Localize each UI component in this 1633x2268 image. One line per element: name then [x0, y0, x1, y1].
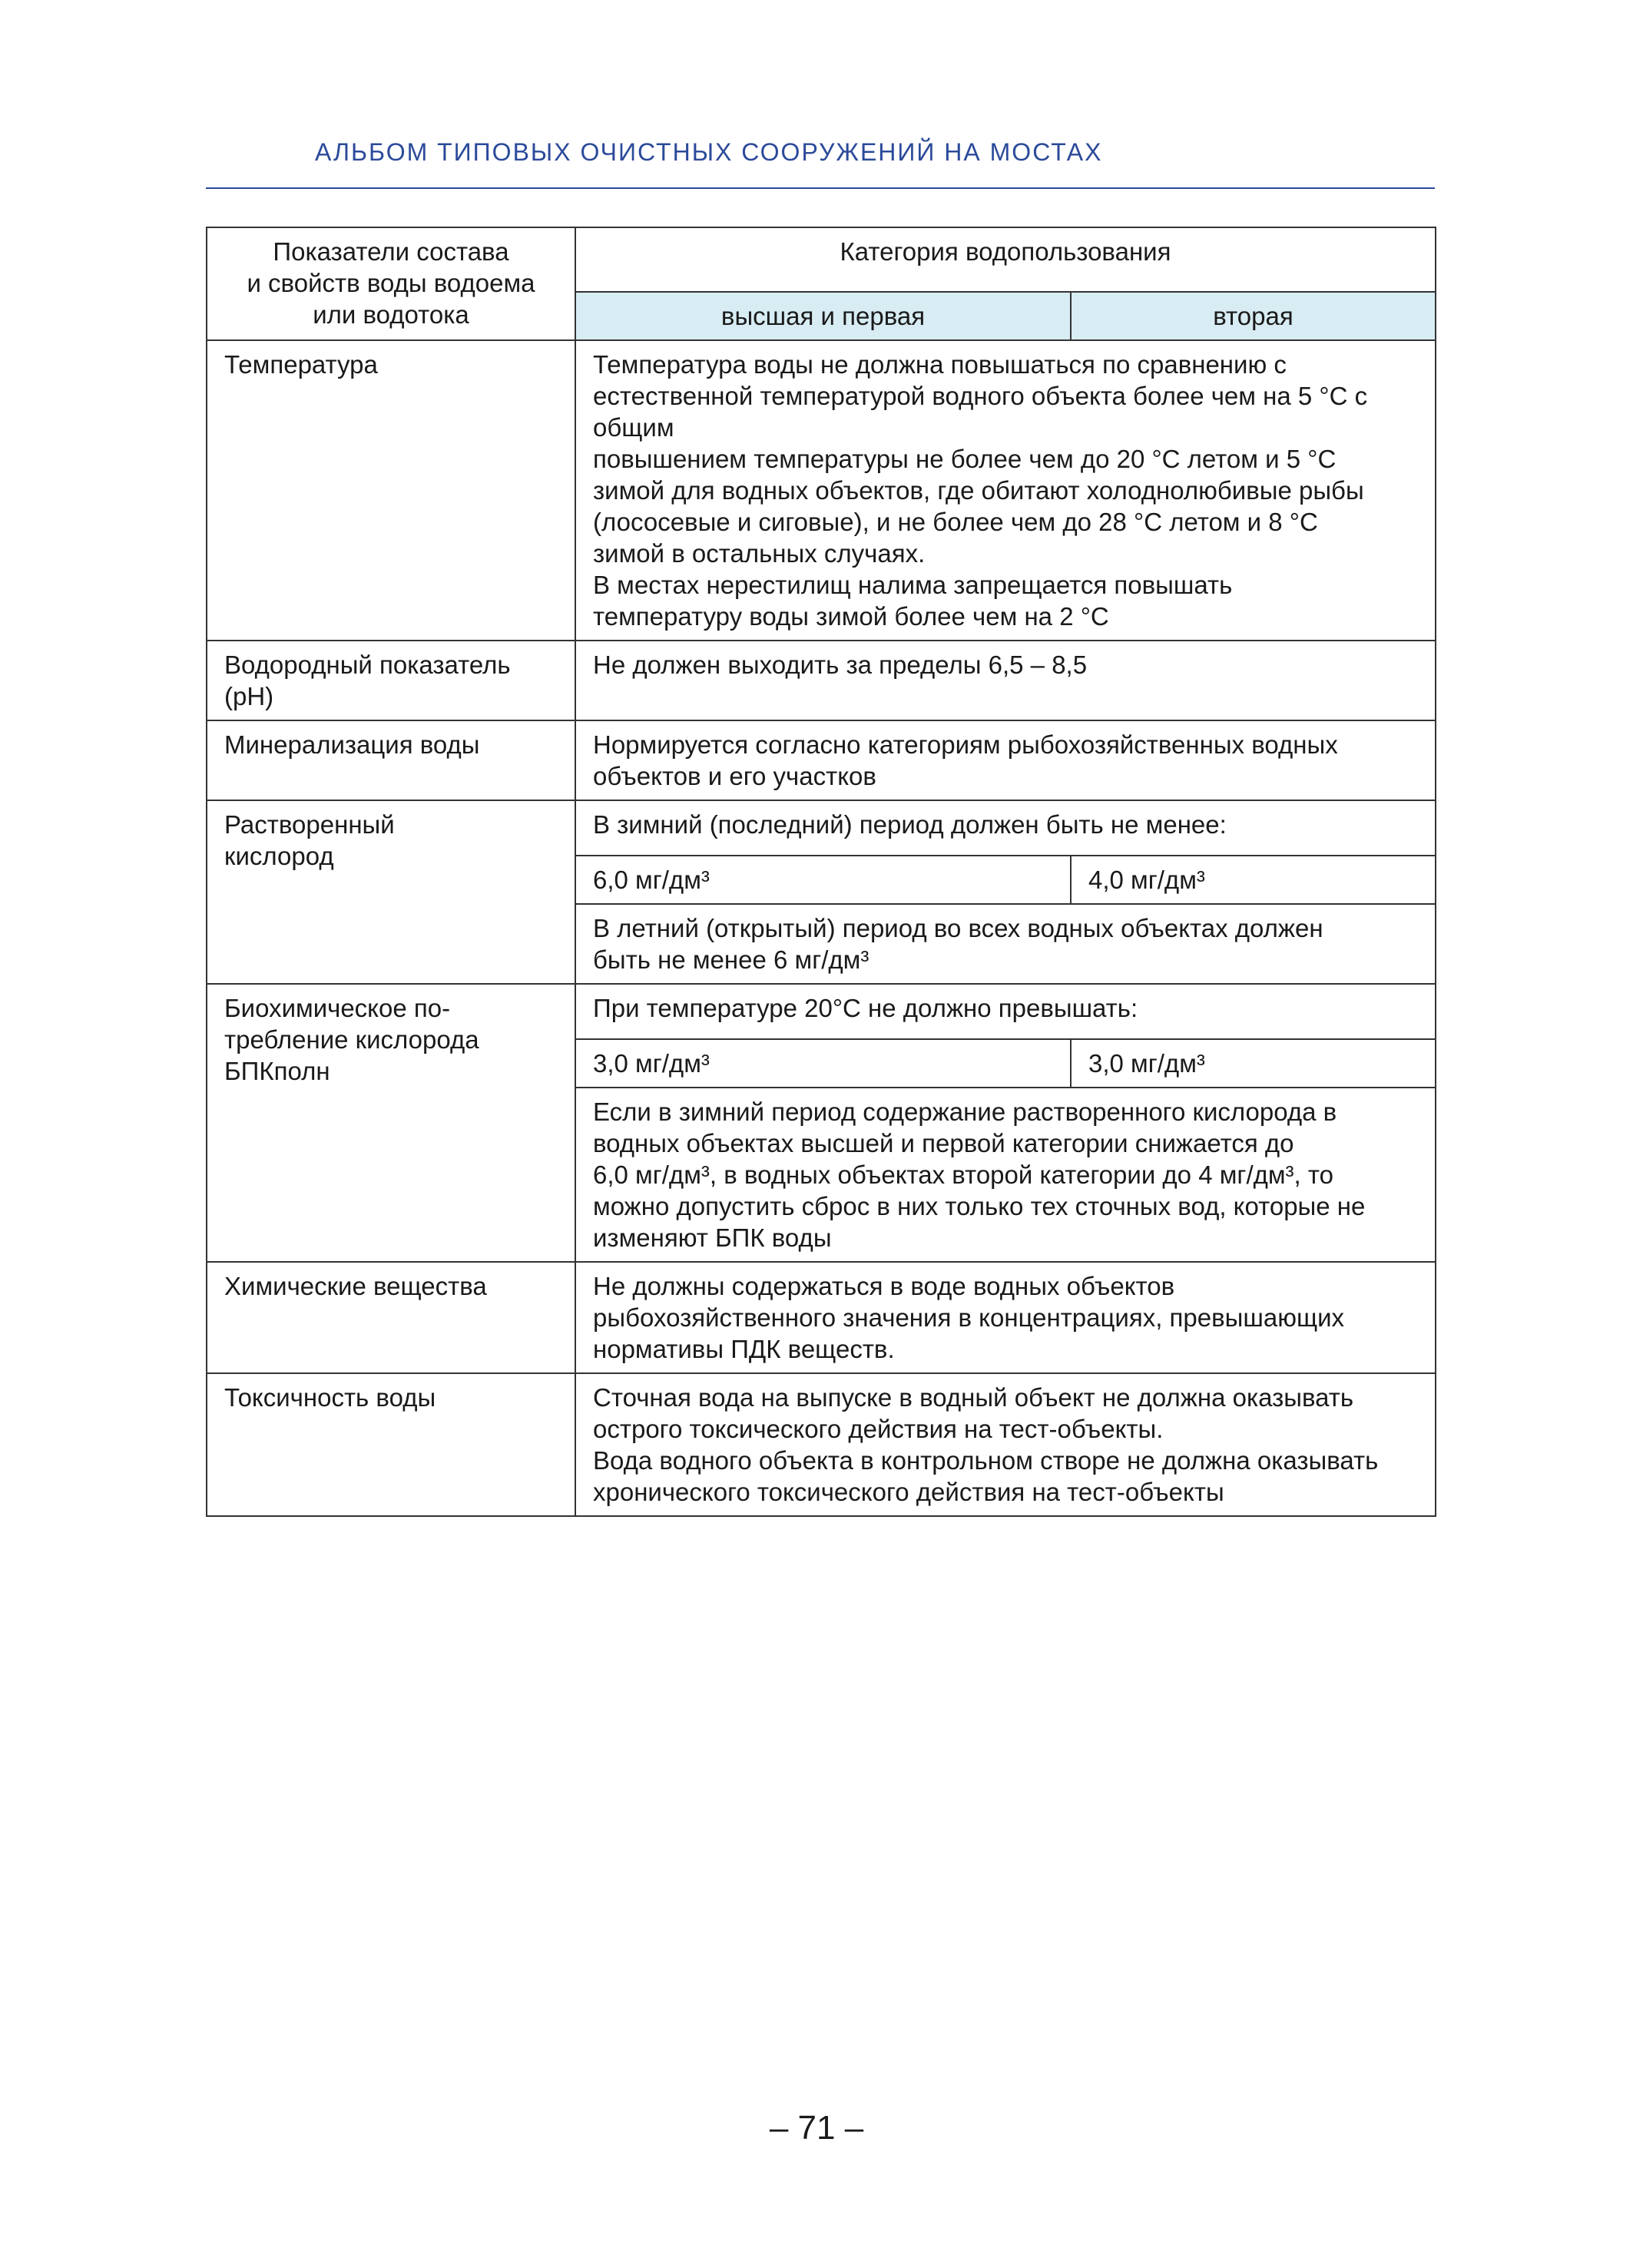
param-temperature: Температура	[207, 340, 575, 641]
desc-oxygen-summer: В летний (открытый) период во всех водных объектах должен быть не менее 6 мг/дм³	[575, 904, 1436, 984]
param-oxygen: Растворенный кислород	[207, 800, 575, 984]
col-param-header: Показатели состава и свойств воды водоема или водотока	[207, 227, 575, 340]
running-title: АЛЬБОМ ТИПОВЫХ ОЧИСТНЫХ СООРУЖЕНИЙ НА МОСТАХ	[315, 138, 1103, 166]
param-toxicity: Токсичность воды	[207, 1373, 575, 1516]
bod-value-highest: 3,0 мг/дм³	[575, 1039, 1071, 1088]
subcol-second: вторая	[1071, 292, 1436, 340]
table-row	[207, 800, 1436, 856]
header-rule	[206, 187, 1435, 189]
table-row	[207, 720, 1436, 800]
col-category-header: Категория водопользования	[575, 227, 1436, 292]
table-row	[207, 1262, 1436, 1373]
param-bod: Биохимическое по- требление кислорода БПКполн	[207, 984, 575, 1262]
page-number: – 71 –	[769, 2109, 864, 2147]
table-row	[207, 984, 1436, 1039]
table-row	[207, 1373, 1436, 1516]
desc-ph: Не должен выходить за пределы 6,5 – 8,5	[575, 641, 1436, 720]
table-row	[207, 641, 1436, 720]
param-ph: Водородный показатель (pH)	[207, 641, 575, 720]
desc-bod-limit: При температуре 20°С не должно превышать:	[575, 984, 1436, 1039]
param-mineralization: Минерализация воды	[207, 720, 575, 800]
bod-value-second: 3,0 мг/дм³	[1071, 1039, 1436, 1088]
water-quality-table	[206, 227, 1436, 1517]
desc-chemicals: Не должны содержаться в воде водных объектов рыбохозяйственного значения в концентрациях, превышающих нормативы ПДК веществ.	[575, 1262, 1436, 1373]
desc-temperature: Температура воды не должна повышаться по сравнению с естественной температурой водного объекта более чем на 5 °С с общим повышением температуры не более чем до 20 °С летом и 5 °С зимой для водных объектов, где обитают холоднолюбивые рыбы (лососевые и сиговые), и не более чем до 28 °С летом и 8 °С зимой в остальных случаях. В местах нерестилищ налима запрещается повышать температуру воды зимой более чем на 2 °С	[575, 340, 1436, 641]
oxygen-value-highest: 6,0 мг/дм³	[575, 856, 1071, 904]
desc-toxicity: Сточная вода на выпуске в водный объект не должна оказывать острого токсического действия на тест-объекты. Вода водного объекта в контрольном створе не должна оказывать хронического токсического действия на тест-объекты	[575, 1373, 1436, 1516]
subcol-highest-first: высшая и первая	[575, 292, 1071, 340]
desc-oxygen-winter: В зимний (последний) период должен быть не менее:	[575, 800, 1436, 856]
table-row	[207, 340, 1436, 641]
desc-bod-winter: Если в зимний период содержание растворенного кислорода в водных объектах высшей и первой категории снижается до 6,0 мг/дм³, в водных объектах второй категории до 4 мг/дм³, то можно допустить сброс в них только тех сточных вод, которые не изменяют БПК воды	[575, 1088, 1436, 1262]
desc-mineralization: Нормируется согласно категориям рыбохозяйственных водных объектов и его участков	[575, 720, 1436, 800]
oxygen-value-second: 4,0 мг/дм³	[1071, 856, 1436, 904]
param-chemicals: Химические вещества	[207, 1262, 575, 1373]
table-header-row	[207, 227, 1436, 292]
